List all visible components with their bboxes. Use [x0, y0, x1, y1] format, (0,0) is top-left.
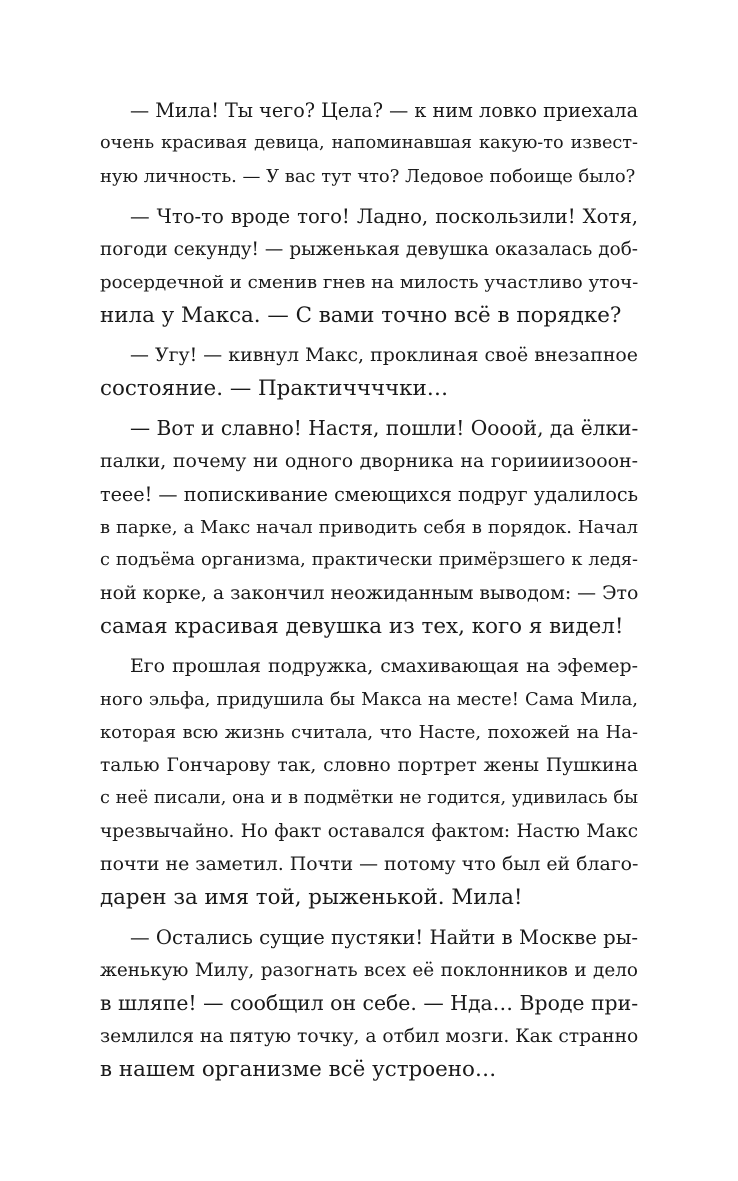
- text-line: росердечной и сменив гнев на милость участливо уточ-: [100, 272, 639, 293]
- text-line: Его прошлая подружка, смахивающая на эфемер-: [130, 655, 638, 677]
- text-line: погоди секунду! — рыженькая девушка оказалась доб-: [100, 239, 638, 260]
- text-line: в нашем организме всё устроено…: [100, 1057, 497, 1082]
- text-line: — Вот и славно! Настя, пошли! Оооой, да ёлки-: [130, 416, 639, 440]
- text-line: очень красивая девица, напоминавшая какую-то извест-: [100, 133, 638, 153]
- text-line: с подъёма организма, практически примёрзшего к ледя-: [100, 550, 638, 570]
- text-line: дарен за имя той, рыженькой. Мила!: [100, 885, 523, 910]
- text-line: — Мила! Ты чего? Цела? — к ним ловко приехала: [130, 99, 638, 122]
- text-line: землился на пятую точку, а отбил мозги. Как странно: [100, 1026, 639, 1047]
- text-line: почти не заметил. Почти — потому что был ей благо-: [100, 853, 639, 875]
- text-line: теее! — попискивание смеющихся подруг удалилось: [100, 483, 638, 506]
- text-line: — Остались сущие пустяки! Найти в Москве ры-: [130, 926, 638, 949]
- paragraph-5: [100, 650, 638, 914]
- text-line: ную личность. — У вас тут что? Ледовое побоище было?: [100, 166, 636, 187]
- text-line: палки, почему ни одного дворника на гориииизооон-: [100, 450, 638, 472]
- text-line: женькую Милу, разогнать всех её поклонников и дело: [100, 960, 638, 981]
- paragraph-2: [100, 200, 638, 332]
- text-line: в парке, а Макс начал приводить себя в порядок. Начал: [100, 517, 638, 538]
- text-line: состояние. — Практиччччки…: [100, 376, 449, 401]
- paragraph-4: [100, 412, 638, 643]
- paragraph-3: [100, 339, 638, 405]
- paragraph-1: [100, 94, 638, 193]
- text-line: — Что-то вроде того! Ладно, поскользили! Хотя,: [130, 205, 638, 228]
- text-line: нила у Макса. — С вами точно всё в порядке?: [100, 303, 622, 328]
- text-line: в шляпе! — сообщил он себе. — Нда… Вроде при-: [100, 991, 639, 1015]
- text-line: самая красивая девушка из тех, кого я видел!: [100, 614, 624, 639]
- text-line: которая всю жизнь считала, что Насте, похожей на На-: [100, 722, 638, 743]
- text-line: чрезвычайно. Но факт оставался фактом: Настю Макс: [100, 821, 638, 842]
- paragraph-6: [100, 921, 638, 1086]
- text-line: талью Гончарову так, словно портрет жены Пушкина: [100, 755, 638, 776]
- text-line: ной корке, а закончил неожиданным выводом: — Это: [100, 582, 639, 604]
- text-line: — Угу! — кивнул Макс, проклиная своё внезапное: [130, 344, 638, 366]
- text-line: ного эльфа, придушила бы Макса на месте! Сама Мила,: [100, 689, 638, 710]
- text-line: с неё писали, она и в подмётки не годится, удивилась бы: [100, 788, 638, 808]
- book-page: [100, 94, 638, 1086]
